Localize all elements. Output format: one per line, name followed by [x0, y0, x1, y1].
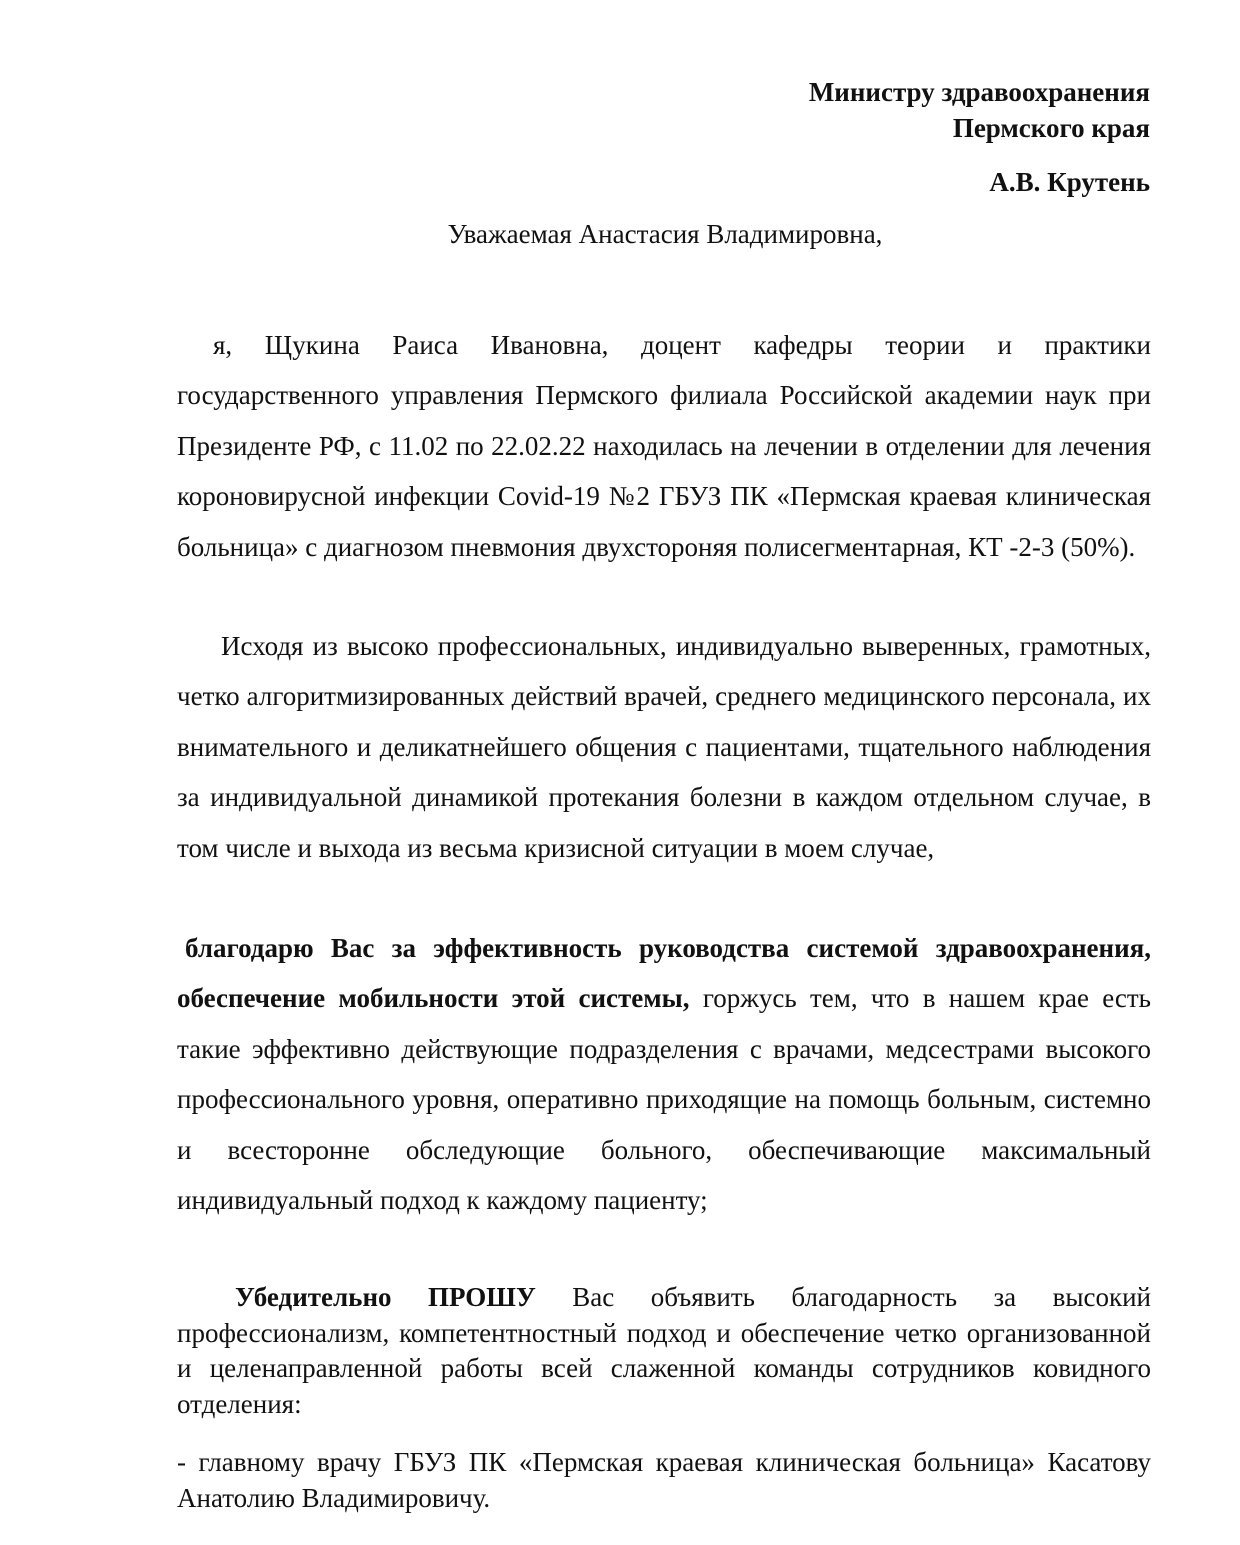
- paragraph-5-text: - главному врачу ГБУЗ ПК «Пермская краевая клиническая больница» Касатову Анатолию Владимировичу.: [177, 1447, 1151, 1513]
- request-rest-text: Вас объявить благодарность за высокий профессионализм, компетентностный подход и обеспечение четко организованной и целенаправленной работы всей слаженной команды сотрудников ковидного отделения:: [177, 1282, 1151, 1419]
- paragraph-2-text: Исходя из высоко профессиональных, индивидуально выверенных, грамотных, четко алгоритмизированных действий врачей, среднего медицинского персонала, их внимательного и деликатнейшего общения с пациентами, тщательного наблюдения за индивидуальной динамикой протекания болезни в каждом отдельном случае, в том числе и выхода из весьма кризисной ситуации в моем случае,: [177, 631, 1151, 863]
- paragraph-4-text: [177, 1280, 1151, 1422]
- addressee-name: А.В. Крутень: [989, 167, 1150, 197]
- addressee-title-line1: Министру здравоохранения: [808, 77, 1150, 107]
- paragraph-patient-info: [177, 320, 1151, 572]
- paragraph-reasons: [177, 621, 1151, 873]
- paragraph-1-text: я, Щукина Раиса Ивановна, доцент кафедры теории и практики государственного управления Пермского филиала Российской академии наук при Президенте РФ, с 11.02 по 22.02.22 находилась на лечении в отделении для лечения короновирусной инфекции Covid-19 №2 ГБУЗ ПК «Пермская краевая клиническая больница» с диагнозом пневмония двухстороняя полисегментарная, КТ -2-3 (50%).: [177, 330, 1151, 562]
- paragraph-chief-doctor: [177, 1444, 1151, 1516]
- addressee-title-line2: Пермского края: [952, 113, 1150, 143]
- paragraph-request: [177, 1280, 1151, 1422]
- salutation: Уважаемая Анастасия Владимировна,: [447, 219, 883, 249]
- gratitude-rest-text: горжусь тем, что в нашем крае есть такие эффективно действующие подразделения с врачами, медсестрами высокого профессионального уровня, оперативно приходящие на помощь больным, системно и всесторонне обследующие больного, обеспечивающие максимальный индивидуальный подход к каждому пациенту;: [177, 983, 1151, 1216]
- request-bold-text: Убедительно ПРОШУ: [235, 1282, 536, 1312]
- gratitude-bold-text: благодарю Вас за эффективность руководства системой здравоохранения, обеспечение мобильности этой системы,: [177, 933, 1151, 1014]
- paragraph-gratitude: [177, 923, 1151, 1225]
- paragraph-3-text: [177, 923, 1151, 1225]
- addressee-block: [809, 74, 1150, 200]
